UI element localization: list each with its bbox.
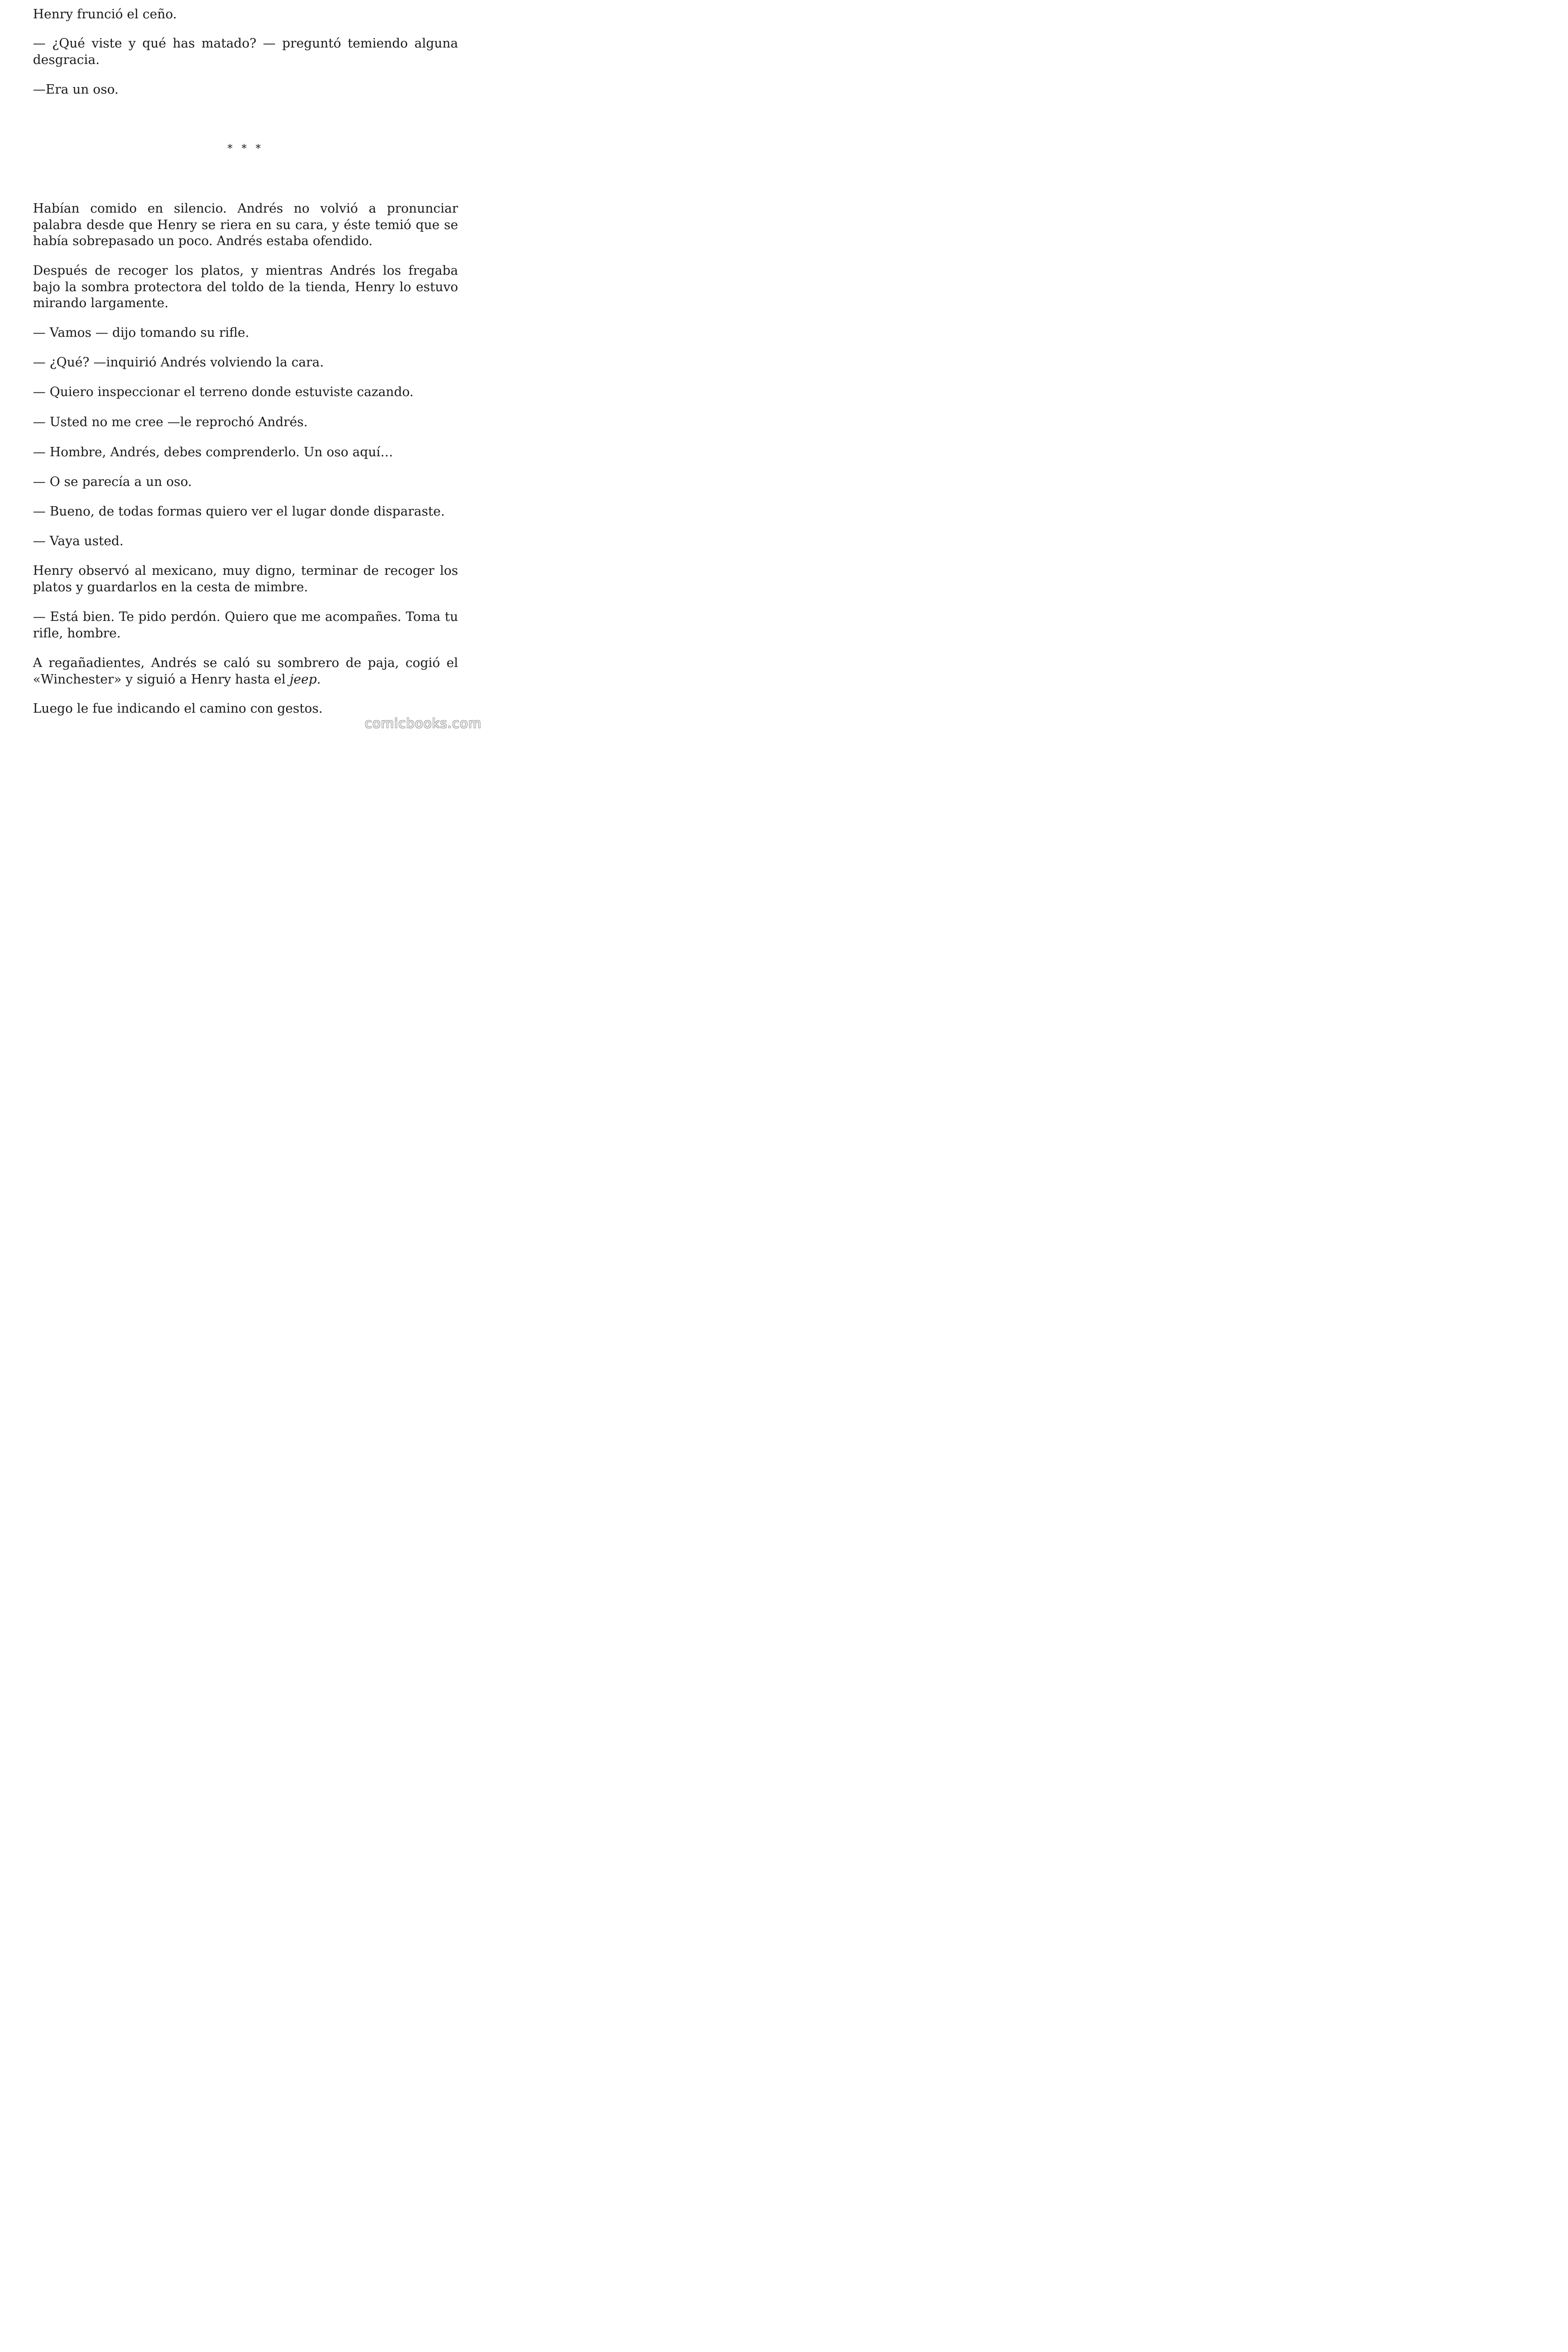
paragraph: — O se parecía a un oso. — [33, 475, 192, 489]
paragraph: Luego le fue indicando el camino con gestos. — [33, 701, 323, 716]
paragraph: — Quiero inspeccionar el terreno donde estuviste cazando. — [33, 385, 414, 399]
paragraph: — Hombre, Andrés, debes comprenderlo. Un oso aquí… — [33, 445, 393, 460]
paragraph: — Usted no me cree —le reprochó Andrés. — [33, 415, 308, 429]
paragraph: — ¿Qué? —inquirió Andrés volviendo la cara. — [33, 355, 324, 370]
section-separator: * * * — [227, 143, 264, 155]
paragraph-text: . — [317, 672, 321, 687]
paragraph: Habían comido en silencio. Andrés no volvió a pronunciar palabra desde que Henry se riera en su cara, y éste temió que se había sobrepasado un poco. Andrés estaba ofendido. — [33, 201, 458, 248]
paragraph: Henry observó al mexicano, muy digno, terminar de recoger los platos y guardarlos en la cesta de mimbre. — [33, 564, 458, 595]
paragraph — [33, 655, 458, 688]
paragraph: — Vamos — dijo tomando su rifle. — [33, 326, 249, 340]
paragraph: — Está bien. Te pido perdón. Quiero que me acompañes. Toma tu rifle, hombre. — [33, 610, 458, 641]
watermark: comicbooks.com — [364, 715, 482, 731]
italic-word: jeep — [289, 672, 317, 687]
paragraph: — Bueno, de todas formas quiero ver el lugar donde disparaste. — [33, 504, 445, 519]
paragraph: Después de recoger los platos, y mientras Andrés los fregaba bajo la sombra protectora del toldo de la tienda, Henry lo estuvo mirando largamente. — [33, 263, 458, 310]
paragraph: Henry frunció el ceño. — [33, 7, 177, 22]
paragraph: —Era un oso. — [33, 82, 119, 97]
paragraph: — Vaya usted. — [33, 534, 124, 548]
paragraph-text: A regañadientes, Andrés se caló su sombrero de paja, cogió el «Winchester» y siguió a Henry hasta el — [33, 656, 458, 687]
paragraph: — ¿Qué viste y qué has matado? — preguntó temiendo alguna desgracia. — [33, 36, 458, 67]
